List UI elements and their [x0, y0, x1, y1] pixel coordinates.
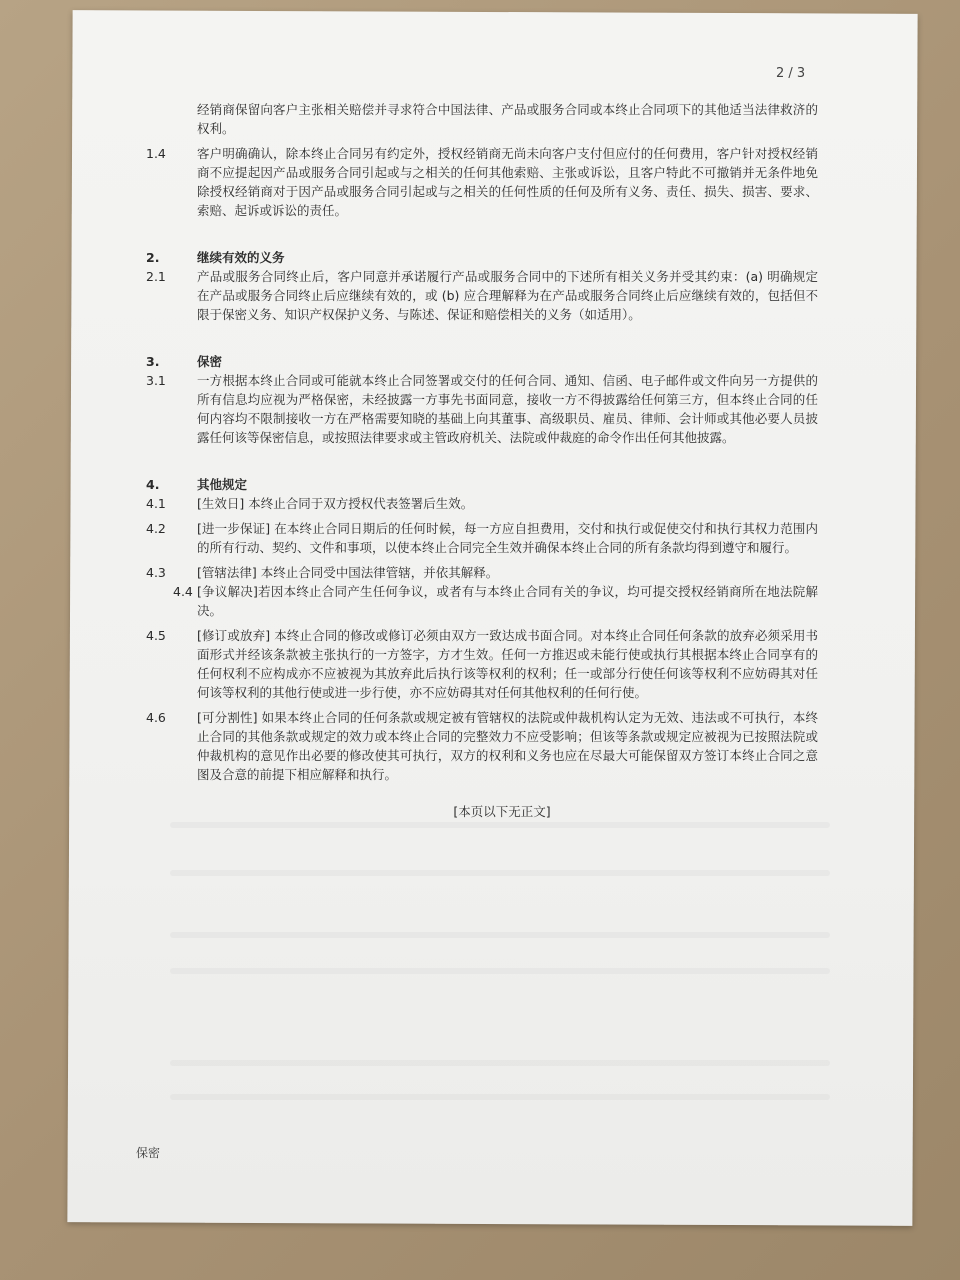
clause-continuation	[146, 100, 818, 138]
clause-1-4	[146, 144, 818, 220]
clause-number: 4.2	[146, 521, 166, 536]
bleed-through-line	[170, 822, 830, 828]
clause-text: 产品或服务合同终止后，客户同意并承诺履行产品或服务合同中的下述所有相关义务并受其约束：(a) 明确规定在产品或服务合同终止后应继续有效的，或 (b) 应合理解释为在产品或服务合同终止后应继续有效的，包括但不限于保密义务、知识产权保护义务、与陈述、保证和赔偿相关的义务（如适用）。	[197, 269, 818, 322]
clause-text: [管辖法律] 本终止合同受中国法律管辖，并依其解释。	[197, 565, 499, 580]
clause-number: 4.3	[146, 565, 166, 580]
clause-4-2	[146, 519, 818, 557]
clause-number: 4.6	[146, 710, 166, 725]
clause-text: 一方根据本终止合同或可能就本终止合同签署或交付的任何合同、通知、信函、电子邮件或文件向另一方提供的所有信息均应视为严格保密，未经披露一方事先书面同意，接收一方不得披露给任何第三方，但本终止合同的任何内容均不限制接收一方在严格需要知晓的基础上向其董事、高级职员、雇员、律师、会计师或其他必要人员披露任何该等保密信息，或按照法律要求或主管政府机关、法院或仲裁庭的命令作出任何其他披露。	[197, 373, 818, 445]
section-title: 继续有效的义务	[197, 250, 285, 265]
page-number: 2 / 3	[776, 66, 806, 81]
clause-text: [可分割性] 如果本终止合同的任何条款或规定被有管辖权的法院或仲裁机构认定为无效、违法或不可执行，本终止合同的其他条款或规定的效力或本终止合同的完整效力不应受影响；但该等条款或规定应被视为已按照法院或仲裁机构的意见作出必要的修改使其可执行，双方的权利和义务也应在尽最大可能保留双方签订本终止合同之意图及合意的前提下相应解释和执行。	[197, 710, 818, 782]
clause-number: 2.1	[146, 269, 166, 284]
section-4-heading	[146, 475, 818, 494]
section-3-heading	[146, 352, 818, 371]
confidential-footer: 保密	[136, 1146, 161, 1160]
document-body	[146, 100, 818, 821]
section-2-heading	[146, 248, 818, 267]
bleed-through-line	[170, 1094, 830, 1100]
bleed-through-line	[170, 932, 830, 938]
bleed-through-line	[170, 968, 830, 974]
clause-text: [修订或放弃] 本终止合同的修改或修订必须由双方一致达成书面合同。对本终止合同任何条款的放弃必须采用书面形式并经该条款被主张执行的一方签字，方才生效。任何一方推迟或未能行使或执行其根据本终止合同享有的任何权利不应构成亦不应被视为其放弃此后执行该等权利的权利；任一或部分行使任何该等权利不应妨碍其对任何该等权利的其他行使或进一步行使，亦不应妨碍其对任何其他权利的任何行使。	[197, 628, 818, 700]
clause-number: 1.4	[146, 146, 166, 161]
clause-4-3	[146, 563, 818, 582]
clause-text: [争议解决]若因本终止合同产生任何争议，或者有与本终止合同有关的争议，均可提交授权经销商所在地法院解决。	[197, 584, 818, 618]
section-number: 4.	[146, 477, 160, 492]
bleed-through-line	[170, 1060, 830, 1066]
end-of-page-note: [本页以下无正文]	[453, 804, 551, 819]
clause-number	[146, 100, 197, 138]
clause-number: 4.1	[146, 496, 166, 511]
clause-2-1	[146, 267, 818, 324]
clause-4-5	[146, 626, 818, 702]
clause-text: 经销商保留向客户主张相关赔偿并寻求符合中国法律、产品或服务合同或本终止合同项下的其他适当法律救济的权利。	[197, 102, 818, 136]
clause-text: [生效日] 本终止合同于双方授权代表签署后生效。	[197, 496, 474, 511]
clause-text: [进一步保证] 在本终止合同日期后的任何时候，每一方应自担费用，交付和执行或促使交付和执行其权力范围内的所有行动、契约、文件和事项，以使本终止合同完全生效并确保本终止合同的所有条款均得到遵守和履行。	[197, 521, 818, 555]
clause-number: 4.5	[146, 628, 166, 643]
clause-3-1	[146, 371, 818, 447]
clause-4-1	[146, 494, 818, 513]
clause-number: 3.1	[146, 373, 166, 388]
bleed-through-line	[170, 870, 830, 876]
clause-4-4	[146, 582, 818, 620]
section-number: 2.	[146, 250, 160, 265]
section-number: 3.	[146, 354, 160, 369]
clause-text: 客户明确确认，除本终止合同另有约定外，授权经销商无尚未向客户支付但应付的任何费用，客户针对授权经销商不应提起因产品或服务合同引起或与之相关的任何其他索赔、主张或诉讼，且客户特此不可撤销并无条件地免除授权经销商对于因产品或服务合同引起或与之相关的任何性质的任何及所有义务、责任、损失、损害、要求、索赔、起诉或诉讼的责任。	[197, 146, 818, 218]
section-title: 其他规定	[197, 477, 248, 492]
clause-4-6	[146, 708, 818, 784]
section-title: 保密	[197, 354, 223, 369]
clause-number: 4.4	[173, 584, 193, 599]
